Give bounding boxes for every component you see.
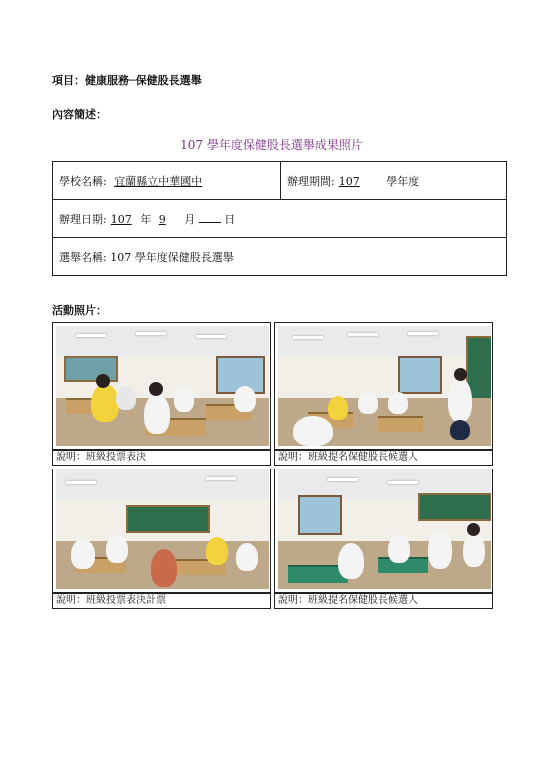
period-value: 107 — [338, 174, 360, 188]
report-title: 107 學年度保健股長選舉成果照片 — [180, 138, 363, 152]
classroom-photo-nominate — [278, 326, 491, 446]
date-year-unit: 年 — [140, 212, 152, 226]
project-value: 健康服務─保健股長選舉 — [85, 74, 202, 87]
photo-caption-2: 說明：班級提名保健股長候選人 — [274, 450, 493, 466]
classroom-photo-vote — [56, 326, 269, 446]
photo-caption-1: 說明：班級投票表決 — [52, 450, 271, 466]
classroom-photo-nominate-2 — [278, 469, 491, 589]
project-label: 項目： — [52, 74, 85, 87]
photos-label: 活動照片： — [52, 304, 107, 317]
info-row-school — [53, 162, 507, 200]
photo-grid — [52, 322, 493, 609]
school-value: 宜蘭縣立中華國中 — [114, 174, 203, 188]
election-cell — [53, 238, 507, 276]
date-day-blank — [199, 212, 221, 223]
school-cell — [53, 162, 281, 200]
summary-label: 內容簡述： — [52, 108, 107, 121]
period-label: 辦理期間: — [287, 174, 335, 188]
info-table — [52, 161, 507, 276]
info-row-date — [53, 200, 507, 238]
date-month-unit: 月 — [184, 212, 196, 226]
photo-caption-4: 說明：班級提名保健股長候選人 — [274, 593, 493, 609]
photo-cell-4 — [274, 466, 493, 609]
school-label: 學校名稱: — [59, 174, 107, 188]
date-month: 9 — [158, 212, 166, 226]
photo-cell-2 — [274, 322, 493, 466]
date-cell — [53, 200, 507, 238]
photo-caption-3: 說明：班級投票表決計票 — [52, 593, 271, 609]
classroom-photo-count — [56, 469, 269, 589]
period-cell — [281, 162, 507, 200]
info-row-election — [53, 238, 507, 276]
date-day-unit: 日 — [224, 212, 236, 226]
election-value: 107 學年度保健股長選舉 — [110, 250, 234, 264]
project-line — [52, 72, 202, 88]
election-label: 選舉名稱: — [59, 250, 107, 264]
period-suffix: 學年度 — [386, 174, 420, 188]
date-label: 辦理日期: — [59, 212, 107, 226]
photo-cell-3 — [52, 466, 271, 609]
photo-cell-1 — [52, 322, 271, 466]
date-year: 107 — [110, 212, 132, 226]
